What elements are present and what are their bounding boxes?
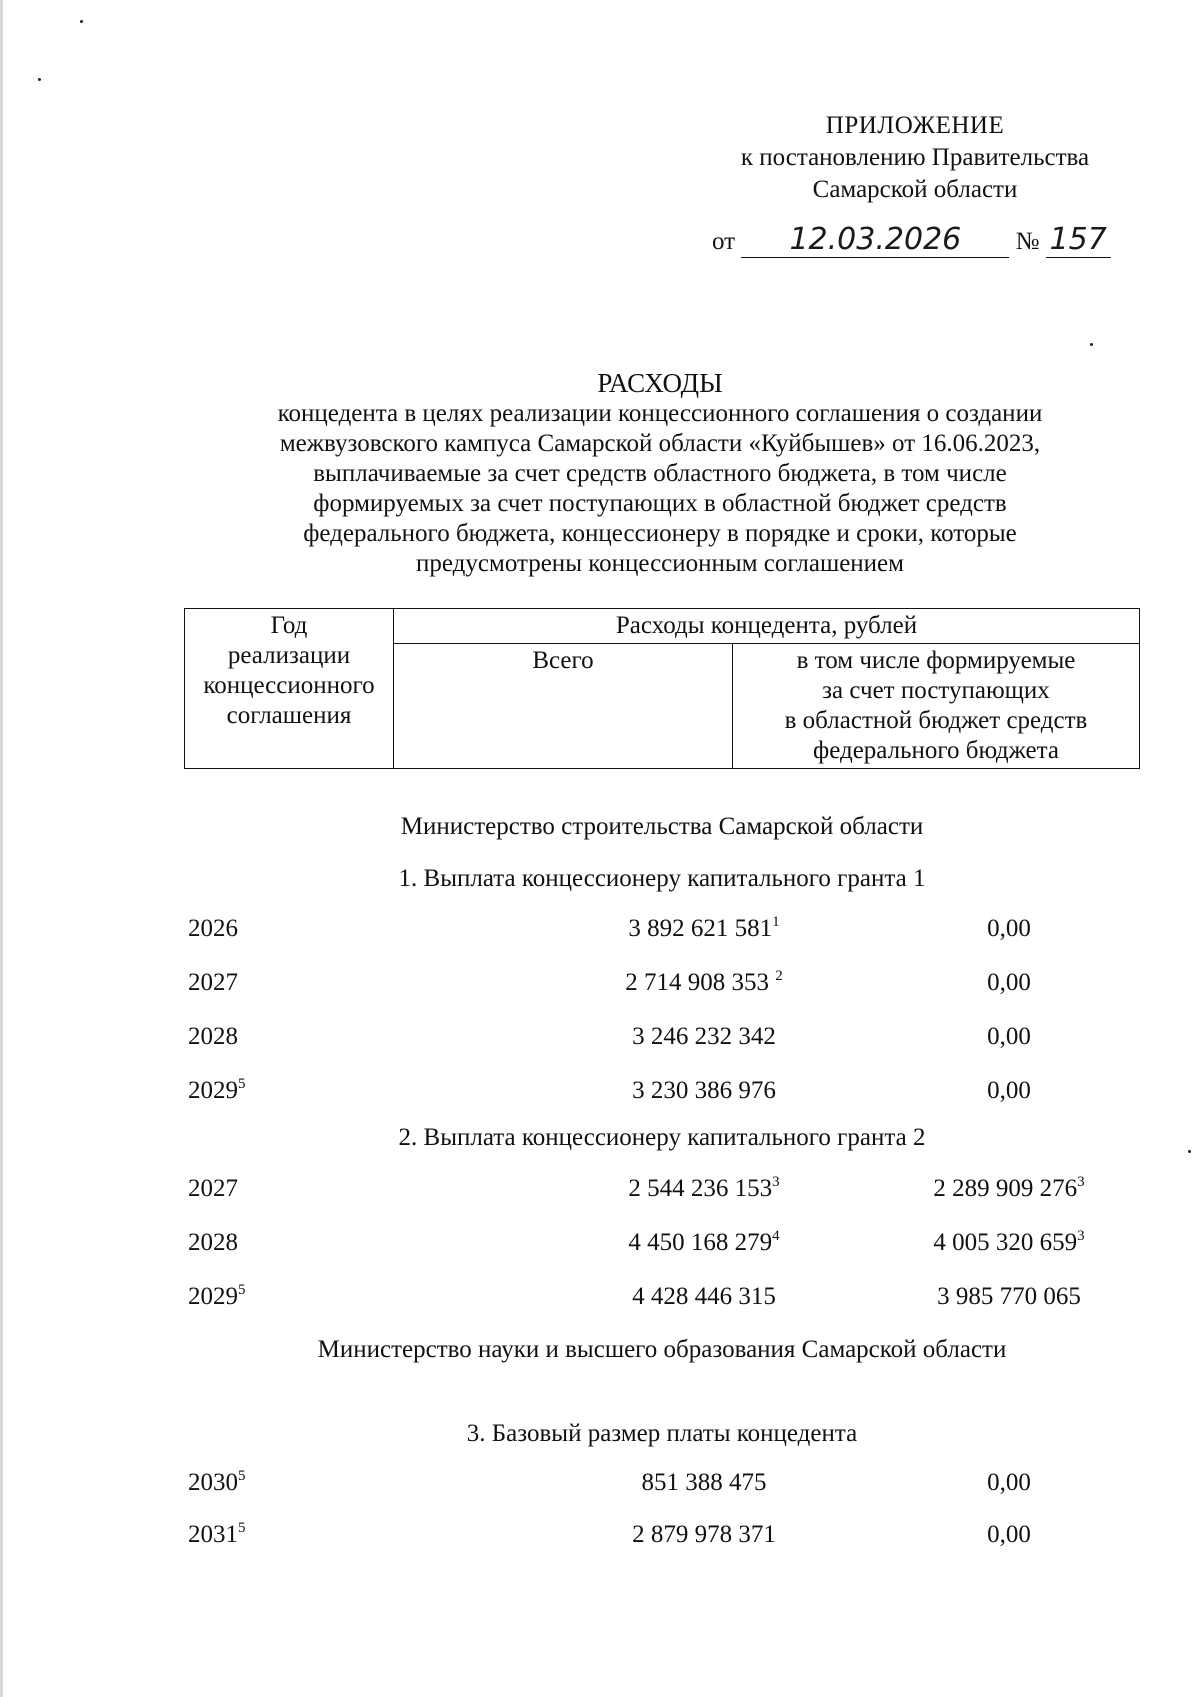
federal-cell	[884, 1280, 1134, 1314]
scan-edge	[0, 0, 3, 1697]
total-cell-value: 4 450 168 279	[628, 1229, 773, 1256]
federal-cell-value: 0,00	[987, 1077, 1031, 1104]
year-cell-value: 2028	[188, 1229, 238, 1256]
subtitle-line: предусмотрены концессионным соглашением	[416, 550, 904, 577]
header-federal-line: федерального бюджета	[813, 737, 1059, 764]
appendix-line: Самарской области	[812, 176, 1018, 203]
subtitle-line: межвузовского кампуса Самарской области «Куйбышев» от 16.06.2023,	[279, 430, 1041, 457]
document-subtitle	[180, 399, 1140, 579]
federal-cell	[884, 1518, 1134, 1552]
total-cell-value: 2 544 236 153	[628, 1175, 773, 1202]
table-row	[184, 1172, 1140, 1206]
header-federal-line: за счет поступающих	[822, 677, 1050, 704]
federal-cell-value: 0,00	[987, 1469, 1031, 1496]
appendix-line: к постановлению Правительства	[740, 144, 1090, 171]
year-cell-value: 2029	[188, 1077, 238, 1104]
table-row	[184, 912, 1140, 946]
footnote-mark: 1	[772, 914, 780, 930]
total-cell	[554, 1280, 854, 1314]
table-row	[184, 1466, 1140, 1500]
scan-speck	[80, 20, 83, 23]
header-year-line: Год	[270, 612, 308, 639]
handwritten-number: 157	[1046, 222, 1111, 258]
table-row	[184, 1280, 1140, 1314]
footnote-mark: 5	[238, 1076, 246, 1092]
year-cell-value: 2027	[188, 969, 238, 996]
scan-speck	[38, 78, 41, 81]
total-cell-value: 851 388 475	[641, 1469, 767, 1496]
federal-cell	[884, 1226, 1134, 1260]
federal-cell	[884, 912, 1134, 946]
total-cell-value: 3 230 386 976	[632, 1077, 776, 1104]
table-row	[184, 1020, 1140, 1054]
header-year-line: концессионного	[203, 672, 375, 699]
section-2-title: 2. Выплата концессионеру капитального гранта 2	[398, 1124, 926, 1151]
year-cell-value: 2031	[188, 1521, 238, 1548]
year-cell	[188, 966, 238, 1000]
section-3-title: 3. Базовый размер платы концедента	[466, 1420, 858, 1447]
footnote-mark: 5	[238, 1468, 246, 1484]
footnote-mark: 2	[775, 968, 783, 984]
subtitle-line: выплачиваемые за счет средств областного бюджета, в том числе	[313, 460, 1007, 487]
number-sign: №	[1015, 228, 1040, 255]
total-cell	[554, 1172, 854, 1206]
ministry-science-heading: Министерство науки и высшего образования Самарской области	[317, 1336, 1007, 1363]
total-cell-value: 2 714 908 353	[625, 969, 776, 996]
footnote-mark: 3	[772, 1174, 780, 1190]
subtitle-line: формируемых за счет поступающих в областной бюджет средств	[313, 490, 1007, 517]
total-cell	[554, 1020, 854, 1054]
year-cell	[188, 1172, 238, 1206]
total-cell-value: 3 892 621 581	[628, 915, 773, 942]
total-cell	[554, 966, 854, 1000]
document-title: РАСХОДЫ	[597, 368, 723, 398]
footnote-mark: 5	[238, 1520, 246, 1536]
year-cell	[188, 1280, 246, 1314]
total-cell-value: 2 879 978 371	[632, 1521, 776, 1548]
total-cell	[554, 912, 854, 946]
scan-speck	[1090, 343, 1093, 346]
federal-cell-value: 0,00	[987, 969, 1031, 996]
federal-cell	[884, 1074, 1134, 1108]
scan-speck	[1188, 1150, 1191, 1153]
year-cell	[188, 1020, 238, 1054]
handwritten-date: 12.03.2026	[741, 222, 1009, 258]
year-cell	[188, 1466, 246, 1500]
total-cell-value: 4 428 446 315	[632, 1283, 776, 1310]
date-number-line	[712, 222, 1142, 258]
subtitle-line: федерального бюджета, концессионеру в порядке и сроки, которые	[303, 520, 1017, 547]
subtitle-line: концедента в целях реализации концессионного соглашения о создании	[277, 400, 1043, 427]
federal-cell-value: 2 289 909 276	[933, 1175, 1078, 1202]
federal-cell	[884, 966, 1134, 1000]
header-year-line: соглашения	[226, 702, 352, 729]
expenses-table-header	[184, 608, 1140, 769]
header-year-line: реализации	[227, 642, 351, 669]
table-row	[184, 1518, 1140, 1552]
date-prefix: от	[712, 228, 736, 255]
table-row	[184, 1226, 1140, 1260]
year-cell	[188, 912, 238, 946]
federal-cell-value: 0,00	[987, 1023, 1031, 1050]
federal-cell	[884, 1020, 1134, 1054]
year-cell-value: 2030	[188, 1469, 238, 1496]
footnote-mark: 3	[1077, 1228, 1085, 1244]
total-cell-value: 3 246 232 342	[632, 1023, 776, 1050]
header-total-cell: Всего	[394, 644, 733, 769]
year-cell-value: 2029	[188, 1283, 238, 1310]
header-federal-line: в том числе формируемые	[796, 647, 1076, 674]
appendix-block	[700, 110, 1130, 206]
section-1-title: 1. Выплата концессионеру капитального гранта 1	[398, 865, 926, 892]
footnote-mark: 4	[772, 1228, 780, 1244]
total-cell	[554, 1518, 854, 1552]
federal-cell	[884, 1172, 1134, 1206]
footnote-mark: 3	[1077, 1174, 1085, 1190]
year-cell-value: 2028	[188, 1023, 238, 1050]
year-cell	[188, 1226, 238, 1260]
federal-cell-value: 4 005 320 659	[933, 1229, 1078, 1256]
appendix-title: ПРИЛОЖЕНИЕ	[825, 112, 1005, 139]
total-cell	[554, 1074, 854, 1108]
header-year-cell	[185, 609, 394, 769]
header-federal-cell	[733, 644, 1140, 769]
federal-cell-value: 0,00	[987, 915, 1031, 942]
total-cell	[554, 1226, 854, 1260]
year-cell	[188, 1074, 246, 1108]
header-federal-line: в областной бюджет средств	[784, 707, 1088, 734]
federal-cell-value: 0,00	[987, 1521, 1031, 1548]
federal-cell-value: 3 985 770 065	[937, 1283, 1081, 1310]
header-expenses-cell: Расходы концедента, рублей	[394, 609, 1140, 644]
year-cell	[188, 1518, 246, 1552]
federal-cell	[884, 1466, 1134, 1500]
table-row	[184, 966, 1140, 1000]
ministry-construction-heading: Министерство строительства Самарской области	[400, 813, 924, 840]
year-cell-value: 2027	[188, 1175, 238, 1202]
total-cell	[554, 1466, 854, 1500]
footnote-mark: 5	[238, 1282, 246, 1298]
year-cell-value: 2026	[188, 915, 238, 942]
table-row	[184, 1074, 1140, 1108]
